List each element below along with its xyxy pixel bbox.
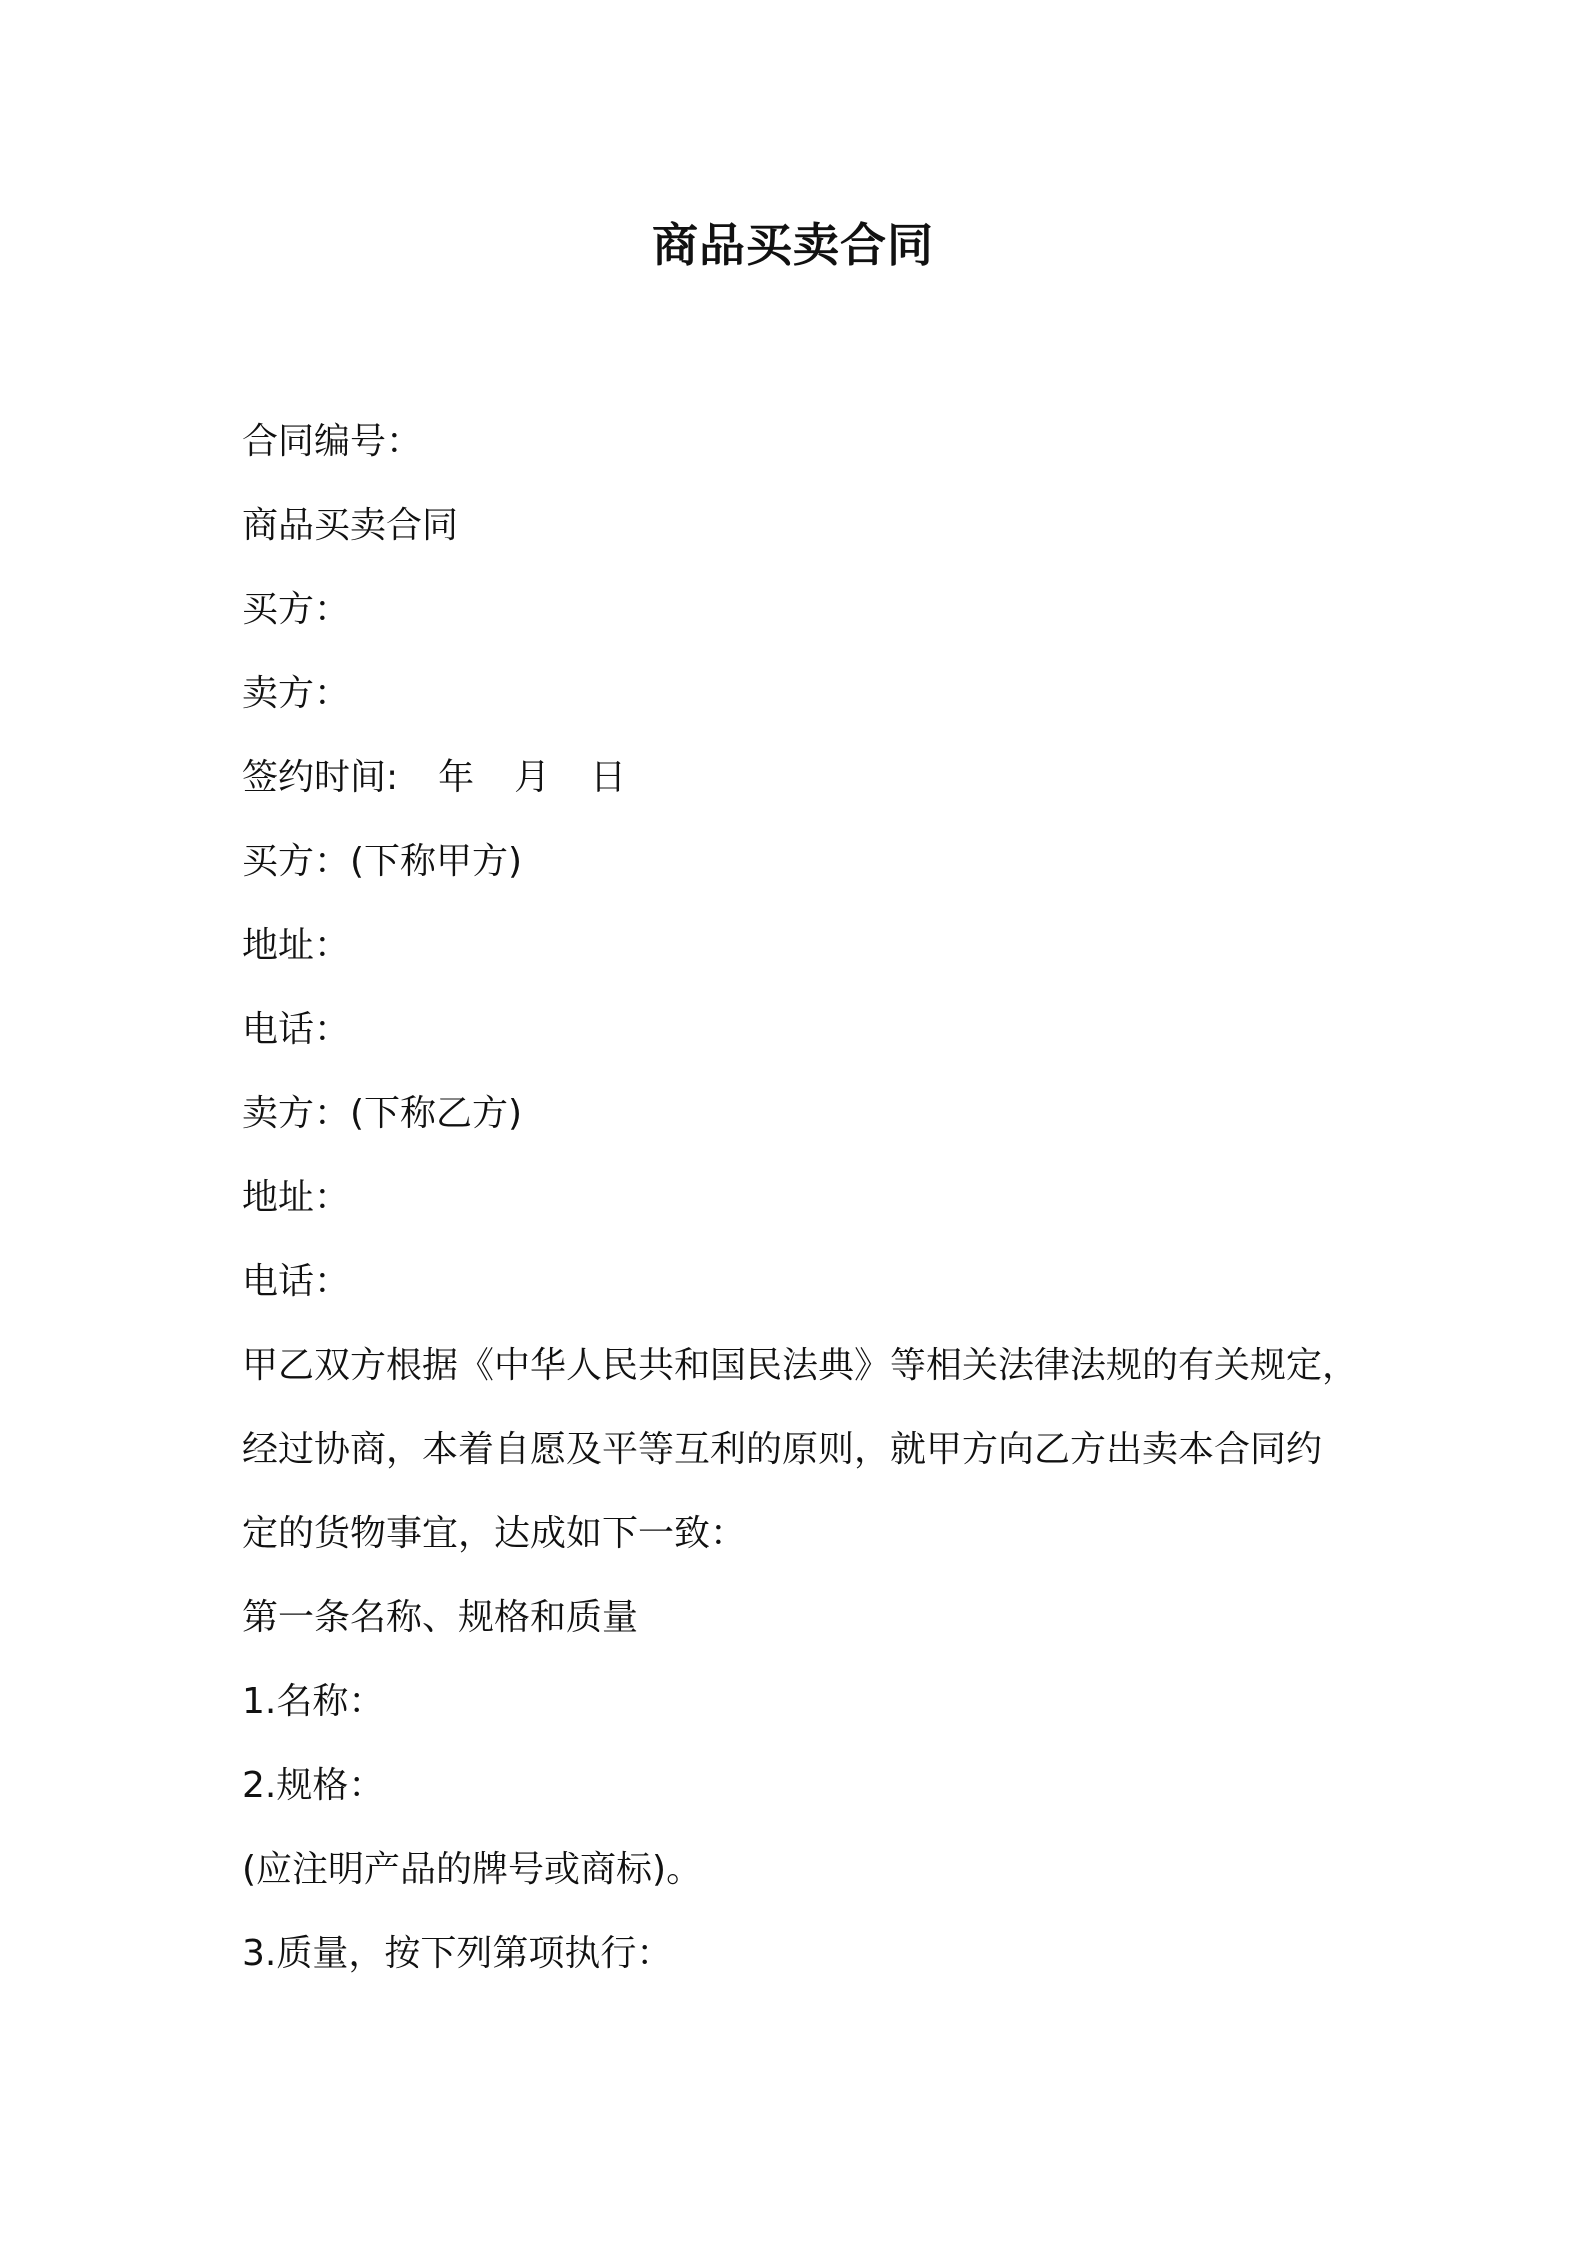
seller-party-line: 卖方：(下称乙方) [242,1093,523,1134]
item-spec-line: 2.规格： [242,1765,385,1806]
sign-day: 日 [590,757,627,798]
buyer-line: 买方： [242,589,351,630]
article1-heading: 第一条名称、规格和质量 [242,1597,639,1638]
item-name-line: 1.名称： [242,1681,385,1722]
preamble-line: 定的货物事宜，达成如下一致： [242,1513,747,1554]
sign-month: 月 [514,757,551,798]
sign-time-label: 签约时间: [242,757,399,798]
document-title: 商品买卖合同 [652,218,934,272]
seller-address-line: 地址： [242,1177,351,1218]
seller-line: 卖方： [242,673,351,714]
preamble-line: 经过协商，本着自愿及平等互利的原则，就甲方向乙方出卖本合同约 [242,1429,1323,1470]
sign-year: 年 [438,757,475,798]
item-quality-line: 3.质量，按下列第项执行： [242,1933,673,1974]
sign-time-line [242,736,1362,820]
buyer-address-line: 地址： [242,925,351,966]
preamble-paragraph [242,1324,1362,1576]
contract-number-line: 合同编号： [242,421,423,462]
buyer-party-line: 买方：(下称甲方) [242,841,523,882]
spec-note-line: (应注明产品的牌号或商标)。 [242,1849,703,1890]
seller-phone-line: 电话： [242,1261,351,1302]
document-body [242,400,1362,1996]
document-name-line: 商品买卖合同 [242,505,459,546]
buyer-phone-line: 电话： [242,1009,351,1050]
preamble-line: 甲乙双方根据《中华人民共和国民法典》等相关法律法规的有关规定， [242,1345,1359,1386]
